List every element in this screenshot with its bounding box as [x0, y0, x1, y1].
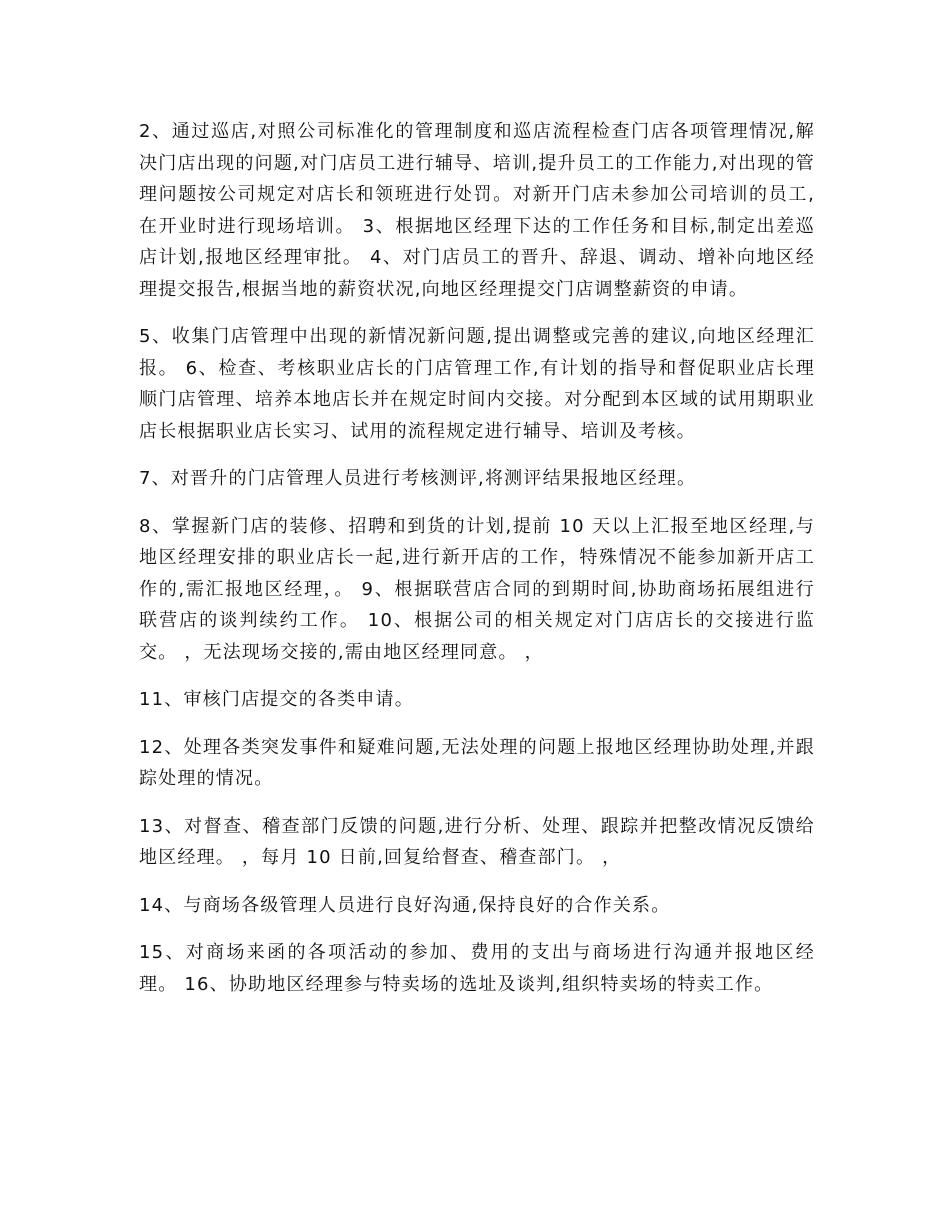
paragraph-2: 5、收集门店管理中出现的新情况新问题,提出调整或完善的建议,向地区经理汇报。 6、检查、考核职业店长的门店管理工作,有计划的指导和督促职业店长理顺门店管理、培养本地店长并在规定时间内交接。对分配到本区域的试用期职业店长根据职业店长实习、试用的流程规定进行辅导、培训及考核。 [139, 326, 815, 442]
paragraph-4: 8、掌握新门店的装修、招聘和到货的计划,提前 10 天以上汇报至地区经理,与地区经理安排的职业店长一起,进行新开店的工作，特殊情况不能参加新开店工作的,需汇报地区经理，。 9、根据联营店合同的到期时间,协助商场拓展组进行联营店的谈判续约工作。 10、根据公司的相关规定对门店店长的交接进行监交。 ，无法现场交接的,需由地区经理同意。 ， [139, 515, 815, 663]
paragraph-3: 7、对晋升的门店管理人员进行考核测评,将测评结果报地区经理。 [139, 468, 697, 489]
paragraph-8: 14、与商场各级管理人员进行良好沟通,保持良好的合作关系。 [139, 894, 671, 916]
paragraph-7: 13、对督查、稽查部门反馈的问题,进行分析、处理、跟踪并把整改情况反馈给地区经理。 ，每月 10 日前,回复给督查、稽查部门。 ， [139, 815, 815, 868]
paragraph-1: 2、通过巡店,对照公司标准化的管理制度和巡店流程检查门店各项管理情况,解决门店出现的问题,对门店员工进行辅导、培训,提升员工的工作能力,对出现的管理问题按公司规定对店长和领班进行处罚。对新开门店未参加公司培训的员工,在开业时进行现场培训。 3、根据地区经理下达的工作任务和目标,制定出差巡店计划,报地区经理审批。 4、对门店员工的晋升、辞退、调动、增补向地区经理提交报告,根据当地的薪资状况,向地区经理提交门店调整薪资的申请。 [139, 121, 815, 300]
paragraph-5: 11、审核门店提交的各类申请。 [139, 689, 414, 710]
paragraph-9: 15、对商场来函的各项活动的参加、费用的支出与商场进行沟通并报地区经理。 16、协助地区经理参与特卖场的选址及谈判,组织特卖场的特卖工作。 [139, 942, 815, 995]
document-body [139, 116, 815, 1016]
paragraph-6: 12、处理各类突发事件和疑难问题,无法处理的问题上报地区经理协助处理,并跟踪处理的情况。 [139, 736, 815, 789]
